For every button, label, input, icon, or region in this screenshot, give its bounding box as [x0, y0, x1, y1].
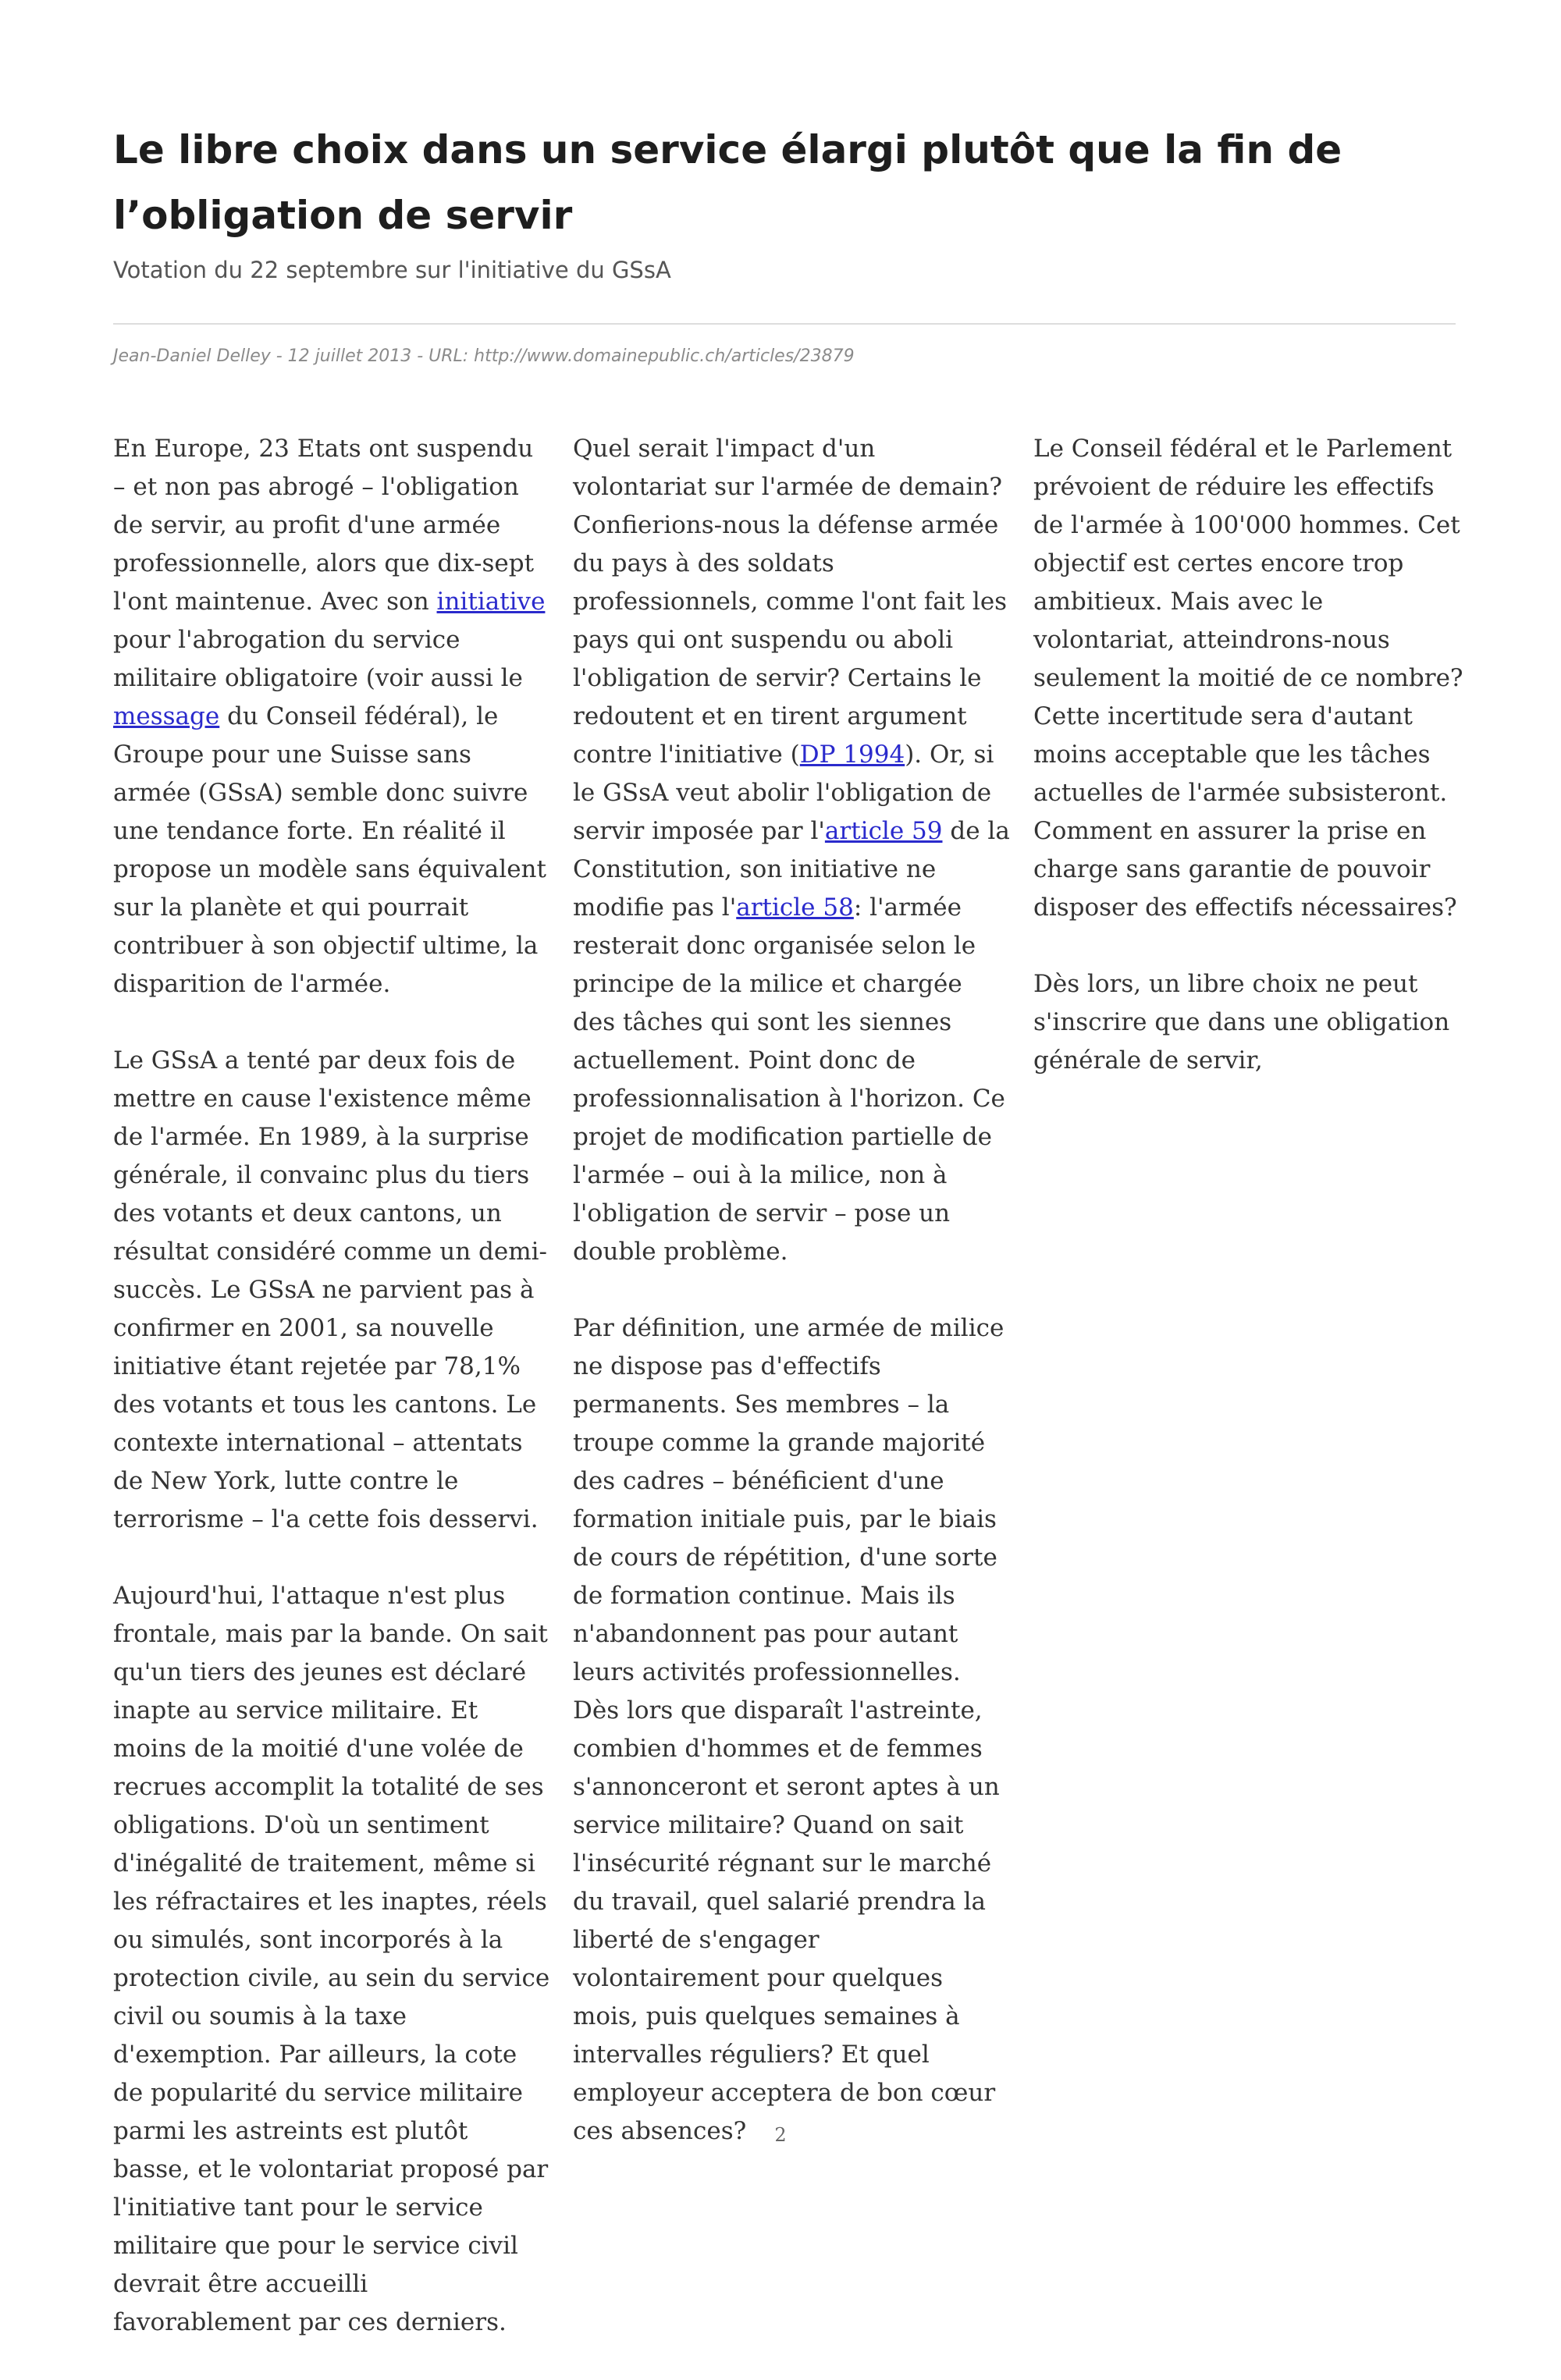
text-column-1 — [113, 430, 550, 2380]
initiative-link[interactable]: initiative — [436, 588, 546, 616]
paragraph-1 — [113, 430, 550, 1004]
article-subtitle: Votation du 22 septembre sur l'initiative du GSsA — [113, 257, 671, 283]
paragraph-4 — [573, 430, 1010, 1271]
text-column-3 — [1033, 430, 1470, 1118]
paragraph-5: Par définition, une armée de milice ne dispose pas d'effectifs permanents. Ses membres – la troupe comme la grande majorité des cadres – bénéficient d'une formation initiale puis, par le biais de cours de répétition, d'une sorte de formation continue. Mais ils n'abandonnent pas pour autant leurs activités professionnelles. Dès lors que disparaît l'astreinte, combien d'hommes et de femmes s'annonceront et seront aptes à un service militaire? Quand on sait l'insécurité régnant sur le marché du travail, quel salarié prendra la liberté de s'engager volontairement pour quelques mois, puis quelques semaines à intervalles réguliers? Et quel employeur acceptera de bon cœur ces absences? — [573, 1314, 1005, 2145]
paragraph-4-text-b: ). Or, si le GSsA veut abolir l'obligation de servir imposée par l' — [573, 741, 994, 845]
paragraph-3: Aujourd'hui, l'attaque n'est plus frontale, mais par la bande. On sait qu'un tiers des jeunes est déclaré inapte au service militaire. Et moins de la moitié d'une volée de recrues accomplit la totalité de ses obligations. D'où un sentiment d'inégalité de traitement, même si les réfractaires et les inaptes, réels ou simulés, sont incorporés à la protection civile, au sein du service civil ou soumis à la taxe d'exemption. Par ailleurs, la cote de popularité du service militaire parmi les astreints est plutôt basse, et le volontariat proposé par l'initiative tant pour le service militaire que pour le service civil devrait être accueilli favorablement par ces derniers. — [113, 1582, 550, 2336]
article-meta: Jean-Daniel Delley - 12 juillet 2013 - URL: http://www.domainepublic.ch/articles/23879 — [113, 346, 855, 366]
paragraph-1-text-c: du Conseil fédéral), le Groupe pour une Suisse sans armée (GSsA) semble donc suivre une tendance forte. En réalité il propose un modèle sans équivalent sur la planète et qui pourrait contribuer à son objectif ultime, la disparition de l'armée. — [113, 702, 546, 998]
paragraph-4-text-a: Quel serait l'impact d'un volontariat sur l'armée de demain? Confierions-nous la défense armée du pays à des soldats professionnels, comme l'ont fait les pays qui ont suspendu ou aboli l'obligation de servir? Certains le redoutent et en tirent argument contre l'initiative ( — [573, 435, 1008, 769]
page-number: 2 — [774, 2124, 787, 2146]
paragraph-6: Le Conseil fédéral et le Parlement prévoient de réduire les effectifs de l'armée à 100'000 hommes. Cet objectif est certes encore trop ambitieux. Mais avec le volontariat, atteindrons-nous seulement la moitié de ce nombre? Cette incertitude sera d'autant moins acceptable que les tâches actuelles de l'armée subsisteront. Comment en assurer la prise en charge sans garantie de pouvoir disposer des effectifs nécessaires? — [1033, 435, 1463, 922]
paragraph-4-text-d: : l'armée resterait donc organisée selon le principe de la milice et chargée des tâches qui sont les siennes actuellement. Point donc de professionnalisation à l'horizon. Ce projet de modification partielle de l'armée – oui à la milice, non à l'obligation de servir – pose un double problème. — [573, 893, 1005, 1266]
text-column-2 — [573, 430, 1010, 2189]
paragraph-1-text-b: pour l'abrogation du service militaire obligatoire (voir aussi le — [113, 626, 523, 692]
article-59-link[interactable]: article 59 — [824, 817, 943, 845]
article-title: Le libre choix dans un service élargi plutôt que la fin de l’obligation de servir — [113, 127, 1342, 238]
article-58-link[interactable]: article 58 — [736, 893, 854, 922]
paragraph-4-text-c: de la Constitution, son initiative ne modifie pas l' — [573, 817, 1010, 922]
dp-1994-link[interactable]: DP 1994 — [799, 741, 905, 769]
paragraph-2: Le GSsA a tenté par deux fois de mettre en cause l'existence même de l'armée. En 1989, à la surprise générale, il convainc plus du tiers des votants et deux cantons, un résultat considéré comme un demi-succès. Le GSsA ne parvient pas à confirmer en 2001, sa nouvelle initiative étant rejetée par 78,1% des votants et tous les cantons. Le contexte international – attentats de New York, lutte contre le terrorisme – l'a cette fois desservi. — [113, 1046, 548, 1533]
paragraph-1-text-a: En Europe, 23 Etats ont suspendu – et non pas abrogé – l'obligation de servir, au profit d'une armée professionnelle, alors que dix-sept l'ont maintenue. Avec son — [113, 435, 535, 616]
paragraph-7: Dès lors, un libre choix ne peut s'inscrire que dans une obligation générale de servir, — [1033, 970, 1450, 1075]
header-divider — [113, 323, 1456, 325]
message-link[interactable]: message — [113, 702, 220, 730]
